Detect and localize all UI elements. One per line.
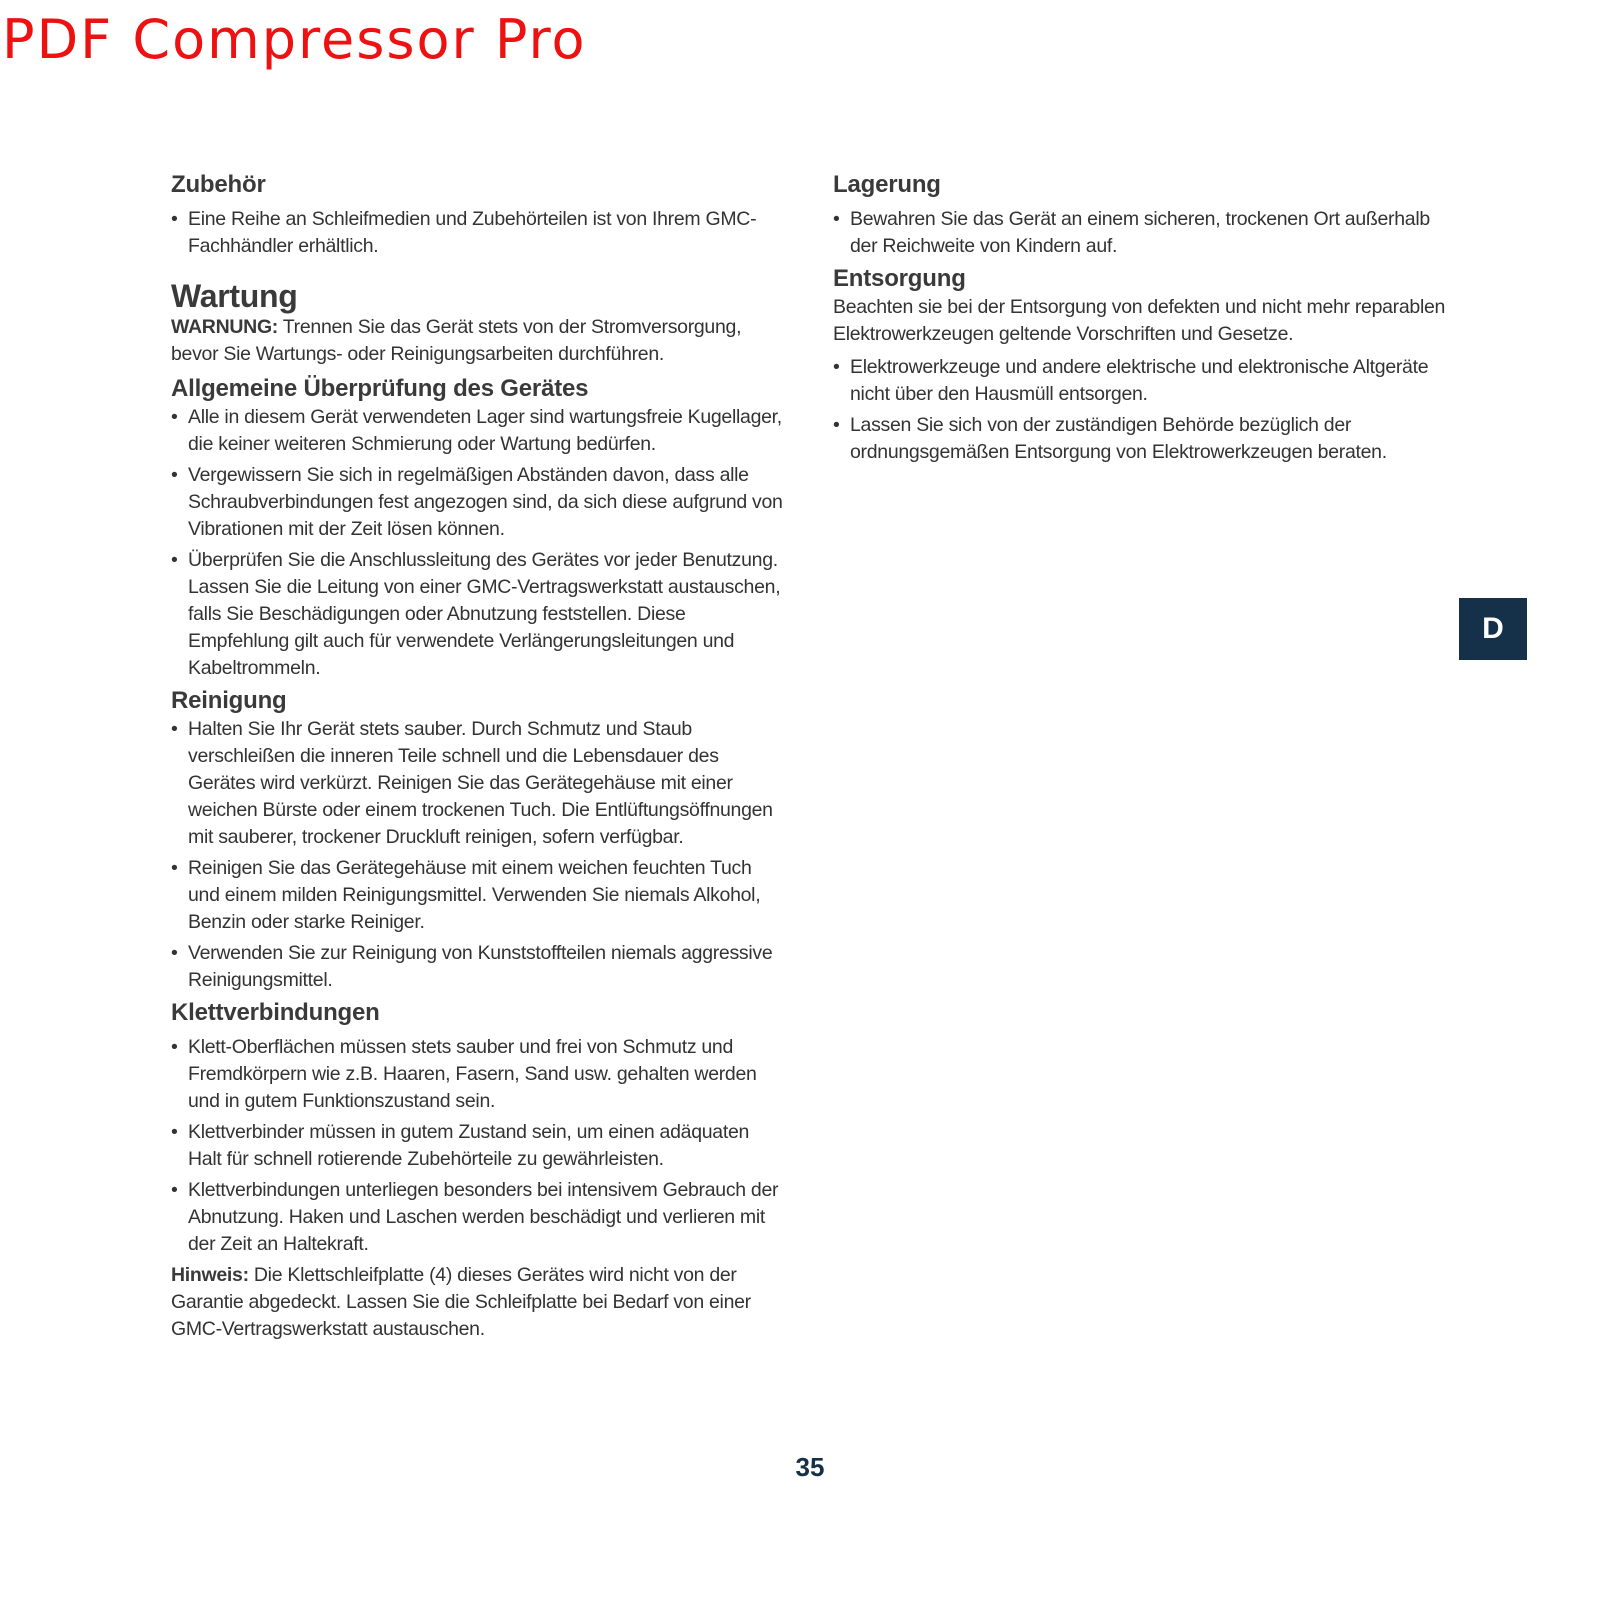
- note-text: Die Klettschleifplatte (4) dieses Gerätes wird nicht von der Garantie abgedeckt. Lassen Sie die Schleifplatte bei Bedarf von einer GMC-Vertragswerkstatt austauschen.: [171, 1264, 751, 1340]
- warning-text: Trennen Sie das Gerät stets von der Stromversorgung, bevor Sie Wartungs- oder Reinigungsarbeiten durchführen.: [171, 316, 742, 365]
- list-item: • Klettverbinder müssen in gutem Zustand sein, um einen adäquaten Halt für schnell rotierende Zubehörteile zu gewährleisten.: [171, 1119, 786, 1173]
- list-item: • Elektrowerkzeuge und andere elektrische und elektronische Altgeräte nicht über den Hausmüll entsorgen.: [833, 354, 1453, 408]
- section-heading-reinigung: Reinigung: [171, 687, 287, 714]
- list-item: • Überprüfen Sie die Anschlussleitung des Gerätes vor jeder Benutzung. Lassen Sie die Leitung von einer GMC-Vertragswerkstatt austauschen, falls Sie Beschädigungen oder Abnutzung feststellen. Diese Empfehlung gilt auch für verwendete Verlängerungsleitungen und Kabeltrommeln.: [171, 547, 786, 682]
- section-heading-zubehoer: Zubehör: [171, 171, 266, 198]
- section-heading-entsorgung: Entsorgung: [833, 265, 966, 292]
- list-item: • Alle in diesem Gerät verwendeten Lager sind wartungsfreie Kugellager, die keiner weiteren Schmierung oder Wartung bedürfen.: [171, 404, 786, 458]
- section-heading-allgemeine: Allgemeine Überprüfung des Gerätes: [171, 375, 589, 402]
- section-heading-wartung: Wartung: [171, 278, 298, 314]
- list-item: • Klett-Oberflächen müssen stets sauber und frei von Schmutz und Fremdkörpern wie z.B. Haaren, Fasern, Sand usw. gehalten werden und in gutem Funktionszustand sein.: [171, 1034, 786, 1115]
- page-number: 35: [795, 1452, 825, 1482]
- language-tab: D: [1459, 598, 1527, 660]
- entsorgung-intro: Beachten sie bei der Entsorgung von defekten und nicht mehr reparablen Elektrowerkzeugen geltende Vorschriften und Gesetze.: [833, 296, 1446, 345]
- klett-list: [171, 1034, 786, 1258]
- list-item: • Reinigen Sie das Gerätegehäuse mit einem weichen feuchten Tuch und einem milden Reinigungsmittel. Verwenden Sie niemals Alkohol, Benzin oder starke Reiniger.: [171, 855, 786, 936]
- list-item: • Lassen Sie sich von der zuständigen Behörde bezüglich der ordnungsgemäßen Entsorgung von Elektrowerkzeugen beraten.: [833, 412, 1453, 466]
- entsorgung-list: [833, 354, 1453, 466]
- section-heading-lagerung: Lagerung: [833, 171, 941, 198]
- right-column: [833, 170, 1453, 470]
- list-item: • Verwenden Sie zur Reinigung von Kunststoffteilen niemals aggressive Reinigungsmittel.: [171, 940, 786, 994]
- warning-label: WARNUNG:: [171, 316, 279, 338]
- list-item: • Eine Reihe an Schleifmedien und Zubehörteilen ist von Ihrem GMC-Fachhändler erhältlich.: [171, 206, 786, 260]
- allgemeine-list: [171, 404, 786, 682]
- section-heading-klettverbindungen: Klettverbindungen: [171, 999, 380, 1026]
- warning-paragraph: [171, 314, 786, 368]
- watermark-title: PDF Compressor Pro: [2, 8, 587, 71]
- zubehoer-list: [171, 206, 786, 260]
- note-paragraph: [171, 1262, 786, 1343]
- list-item: • Halten Sie Ihr Gerät stets sauber. Durch Schmutz und Staub verschleißen die inneren Teile schnell und die Lebensdauer des Gerätes wird verkürzt. Reinigen Sie das Gerätegehäuse mit einer weichen Bürste oder einem trockenen Tuch. Die Entlüftungsöffnungen mit sauberer, trockener Druckluft reinigen, sofern verfügbar.: [171, 716, 786, 851]
- left-column: [171, 170, 786, 1343]
- note-label: Hinweis:: [171, 1264, 249, 1286]
- list-item: • Vergewissern Sie sich in regelmäßigen Abständen davon, dass alle Schraubverbindungen fest angezogen sind, da sich diese aufgrund von Vibrationen mit der Zeit lösen können.: [171, 462, 786, 543]
- reinigung-list: [171, 716, 786, 994]
- list-item: • Klettverbindungen unterliegen besonders bei intensivem Gebrauch der Abnutzung. Haken und Laschen werden beschädigt und verlieren mit der Zeit an Haltekraft.: [171, 1177, 786, 1258]
- lagerung-list: [833, 206, 1453, 260]
- list-item: • Bewahren Sie das Gerät an einem sicheren, trockenen Ort außerhalb der Reichweite von Kindern auf.: [833, 206, 1453, 260]
